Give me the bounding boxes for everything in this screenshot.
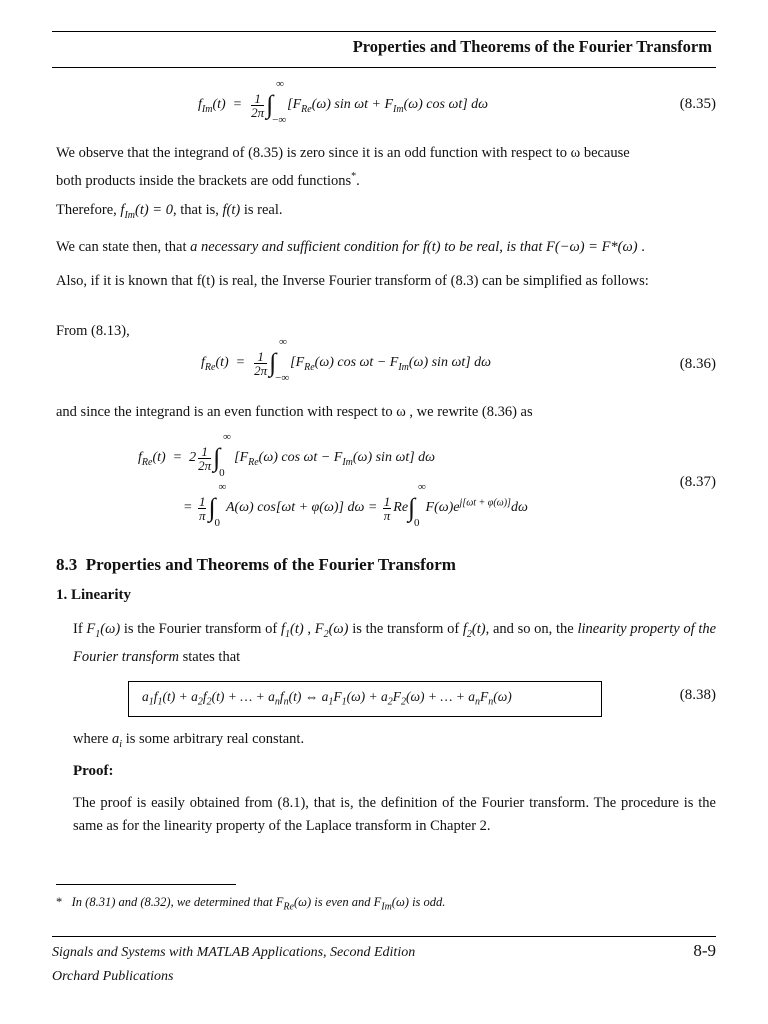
running-header: Properties and Theorems of the Fourier Transform: [352, 37, 712, 56]
footnote: * In (8.31) and (8.32), we determined that $F_{Re}(\omega)$ is even and $F_{Im}(\omega)$ is odd.: [56, 895, 446, 913]
subsection-heading: 1. Linearity: [56, 587, 131, 603]
paragraph: and since the integrand is an even function with respect to ω , we rewrite (8.36) as: [56, 404, 533, 420]
footer-publisher: Orchard Publications: [52, 969, 174, 984]
footnote-rule: [56, 884, 236, 885]
equation-number: (8.35): [679, 96, 716, 112]
paragraph: Also, if it is known that f(t) is real, the Inverse Fourier transform of (8.3) can be simplified as follows:: [56, 273, 649, 289]
paragraph: We can state then, that a necessary and sufficient condition for f(t) to be real, is that F(−ω) = F*(ω) .: [56, 239, 645, 255]
section-heading: 8.3 Properties and Theorems of the Fourier Transform: [56, 555, 456, 574]
paragraph: From (8.13),: [56, 323, 130, 339]
equation-8-38: $a_1f_1(t) + a_2f_2(t)$ + … + $a_nf_n(t)$ ⇔ $a_1F_1(\omega) + a_2F_2(\omega)$ + … + $a_nF_n(\omega)$: [142, 689, 512, 708]
equation-number: (8.38): [679, 687, 716, 703]
equation-8-37-line1: $f_{Re}(t) = 2$ $\frac{1}{2\pi}$ ∫ ∞ 0 [$F_{Re}(\omega)$ $\cos \omega t - F_{Im}(\omega)$ sin ωt] dω: [138, 431, 436, 479]
paragraph: If $F_1(\omega)$ is the Fourier transform of $f_1(t)$ , $F_2(\omega)$ is the transform of $f_2(t)$, and so on, the linearity property of the Fourier transform states that: [73, 621, 717, 665]
paragraph: Therefore, $f_{Im}(t) = 0$, that is, f(t) is real.: [56, 202, 283, 221]
page-number: 8-9: [693, 941, 716, 960]
equation-8-35: $f_{Im}(t)$ = $\frac{1}{2\pi}$ ∫ ∞ −∞ [$F_{Re}(\omega)$ $\sin \omega t + F_{Im}(\omega)$ cos ωt] dω: [198, 78, 489, 126]
equation-8-36: $f_{Re}(t)$ = $\frac{1}{2\pi}$ ∫ ∞ −∞ [$F_{Re}(\omega)$ $\cos \omega t - F_{Im}(\omega)$ sin ωt] dω: [201, 336, 492, 384]
proof-label: Proof:: [73, 763, 114, 779]
footer-book-title: Signals and Systems with MATLAB Applications, Second Edition: [52, 945, 416, 960]
paragraph: We observe that the integrand of (8.35) is zero since it is an odd function with respect to ω because both products inside the brackets are odd functions*.: [56, 145, 630, 189]
equation-8-37-line2: = $\frac{1}{\pi}$ ∫ ∞ 0 A(ω) cos[ωt + φ(ω)] dω = $\frac{1}{\pi}$ Re∫ ∞ 0 $F(\omega)e^{j[\omega t + \varphi(\omega)]}d\omega$: [183, 481, 528, 529]
equation-number: (8.37): [679, 474, 716, 490]
header-rule: [52, 67, 716, 68]
equation-number: (8.36): [679, 356, 716, 372]
paragraph: The proof is easily obtained from (8.1), that is, the definition of the Fourier transform. The procedure is the same as for the linearity property of the Laplace transform in Chapter 2.: [73, 795, 716, 834]
top-rule: [52, 31, 716, 32]
footer-rule: [52, 936, 716, 937]
paragraph: where $a_i$ is some arbitrary real constant.: [73, 731, 305, 750]
